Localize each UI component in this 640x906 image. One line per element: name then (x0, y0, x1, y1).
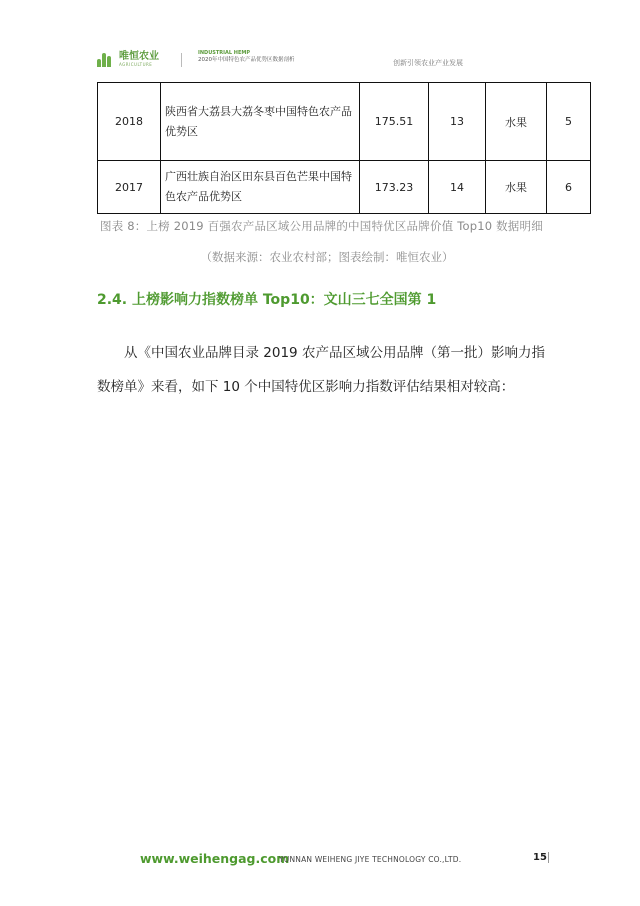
paragraph-text: 从《中国农业品牌目录 2019 农产品区域公用品牌（第一批）影响力指数榜单》来看，如下 10 个中国特优区影响力指数评估结果相对较高： (97, 345, 545, 395)
header-sub-en: INDUSTRIAL HEMP (198, 50, 251, 56)
table-caption: 图表 8：上榜 2019 百强农产品区域公用品牌的中国特优区品牌价值 Top10 数据明细 (100, 219, 543, 233)
header-slogan: 创新引领农业产业发展 (393, 59, 463, 67)
page-header (0, 0, 640, 80)
cell-year: 2017 (98, 161, 161, 214)
footer-website: www.weihengag.com (140, 851, 290, 866)
company-logo (97, 52, 159, 67)
logo-name-cn: 唯恒农业 (119, 51, 159, 62)
page-number: 15 (533, 852, 547, 863)
footer-divider (548, 852, 549, 863)
table-row (98, 83, 591, 161)
cell-count: 5 (547, 83, 591, 161)
cell-value: 175.51 (360, 83, 429, 161)
cell-name: 陕西省大荔县大荔冬枣中国特色农产品优势区 (161, 83, 360, 161)
logo-name-en: AGRICULTURE (119, 62, 153, 67)
leaf-logo-icon (97, 53, 115, 67)
cell-value: 173.23 (360, 161, 429, 214)
cell-category: 水果 (486, 161, 547, 214)
cell-year: 2018 (98, 83, 161, 161)
header-report-title (198, 51, 295, 63)
cell-rank: 13 (429, 83, 486, 161)
cell-category: 水果 (486, 83, 547, 161)
data-source-note: （数据来源：农业农村部；图表绘制：唯恒农业） (200, 250, 454, 264)
cell-rank: 14 (429, 161, 486, 214)
body-paragraph (97, 336, 557, 404)
cell-count: 6 (547, 161, 591, 214)
section-heading: 2.4. 上榜影响力指数榜单 Top10：文山三七全国第 1 (97, 292, 437, 308)
header-sub-cn: 2020年中国特色农产品优势区数据剖析 (198, 56, 295, 63)
header-divider (181, 53, 182, 67)
table-row (98, 161, 591, 214)
brand-value-table (97, 82, 591, 214)
cell-name: 广西壮族自治区田东县百色芒果中国特色农产品优势区 (161, 161, 360, 214)
footer-company: YUNNAN WEIHENG JIYE TECHNOLOGY CO.,LTD. (279, 855, 462, 864)
